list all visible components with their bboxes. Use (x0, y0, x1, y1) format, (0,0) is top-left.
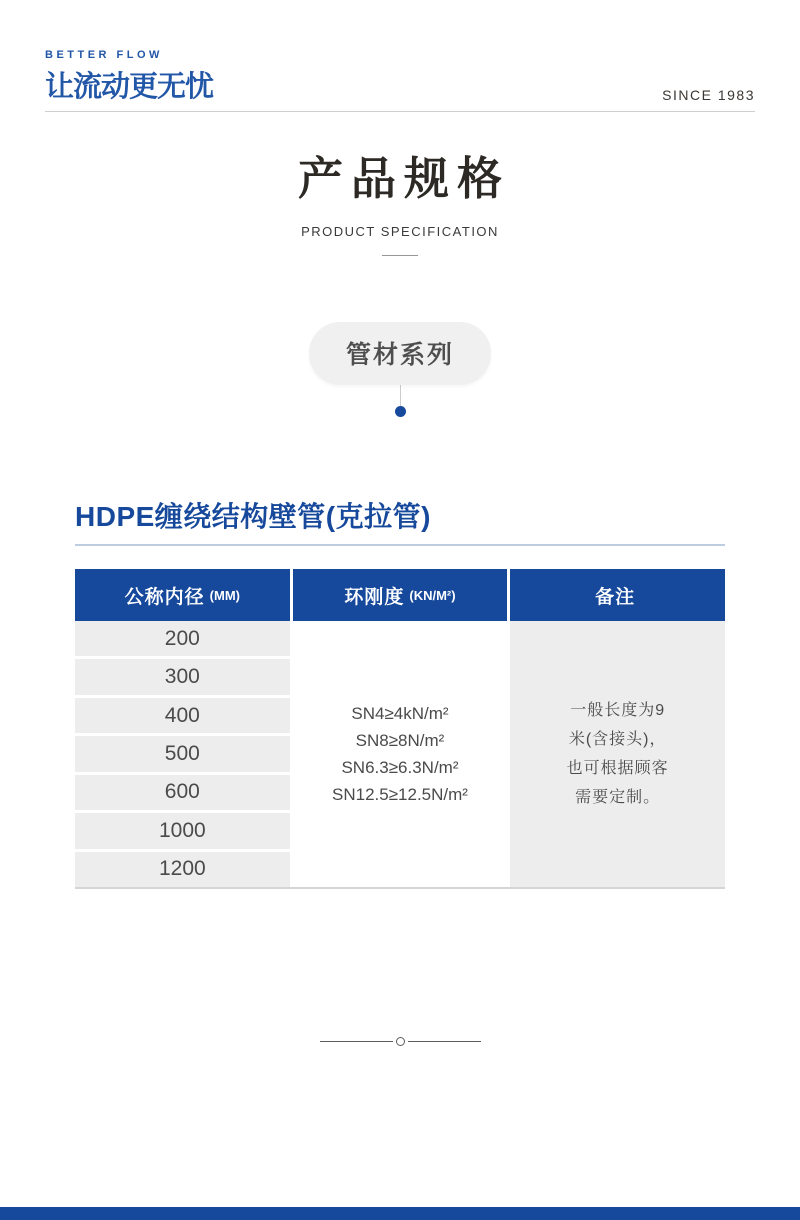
brand-logotype: 让流动更无忧 (45, 71, 214, 103)
page-subtitle: PRODUCT SPECIFICATION (301, 224, 499, 239)
header-label: 环刚度 (344, 586, 405, 608)
divider-circle-icon (396, 1037, 405, 1046)
stiffness-line: SN12.5≥12.5N/m² (332, 785, 468, 804)
header-unit: (MM) (209, 587, 240, 603)
brand-logo (45, 49, 213, 111)
table-row: 1200 (75, 852, 290, 887)
remark-line: 一般长度为9 (570, 702, 666, 719)
remark-line: 米(含接头)， (568, 731, 667, 748)
header-cell-diameter (75, 569, 290, 621)
stiffness-line: SN6.3≥6.3N/m² (341, 758, 459, 777)
since-label: SINCE 1983 (662, 87, 755, 103)
table-row: 600 (75, 775, 290, 810)
table-row: 500 (75, 736, 290, 771)
divider-line (408, 1041, 481, 1042)
page-title: 产品规格 (297, 153, 510, 204)
stiffness-line: SN4≥4kN/m² (351, 704, 449, 723)
remark-merged-cell (510, 621, 725, 887)
divider-line (320, 1041, 393, 1042)
table-row: 1000 (75, 813, 290, 848)
header-unit: (KN/M²) (409, 587, 456, 603)
header-cell-stiffness (293, 569, 508, 621)
diameter-column (75, 621, 290, 887)
header-label: 备注 (595, 586, 636, 608)
header-label: 公称内径 (124, 586, 205, 608)
table-row: 300 (75, 659, 290, 694)
hero-section (0, 112, 800, 256)
section-heading: HDPE缠绕结构壁管(克拉管) (75, 501, 431, 532)
footer-accent-bar (0, 1207, 800, 1220)
spec-section (75, 417, 725, 889)
series-badge-block (0, 322, 800, 417)
remark-line: 需要定制。 (575, 789, 661, 806)
stiffness-merged-cell (293, 621, 508, 887)
spec-table (75, 569, 725, 889)
series-badge: 管材系列 (309, 322, 491, 385)
table-body (75, 621, 725, 889)
section-end-divider (0, 1037, 800, 1046)
badge-dot (395, 406, 406, 417)
section-heading-underline (75, 544, 725, 546)
table-row: 200 (75, 621, 290, 656)
title-divider (382, 255, 418, 256)
remark-line: 也可根据顾客 (566, 760, 669, 777)
badge-connector-line (400, 385, 401, 406)
header-cell-remark (510, 569, 725, 621)
stiffness-line: SN8≥8N/m² (355, 731, 445, 750)
table-row: 400 (75, 698, 290, 733)
brand-tagline: BETTER FLOW (45, 49, 163, 61)
page-header (45, 0, 755, 112)
table-header-row (75, 569, 725, 621)
